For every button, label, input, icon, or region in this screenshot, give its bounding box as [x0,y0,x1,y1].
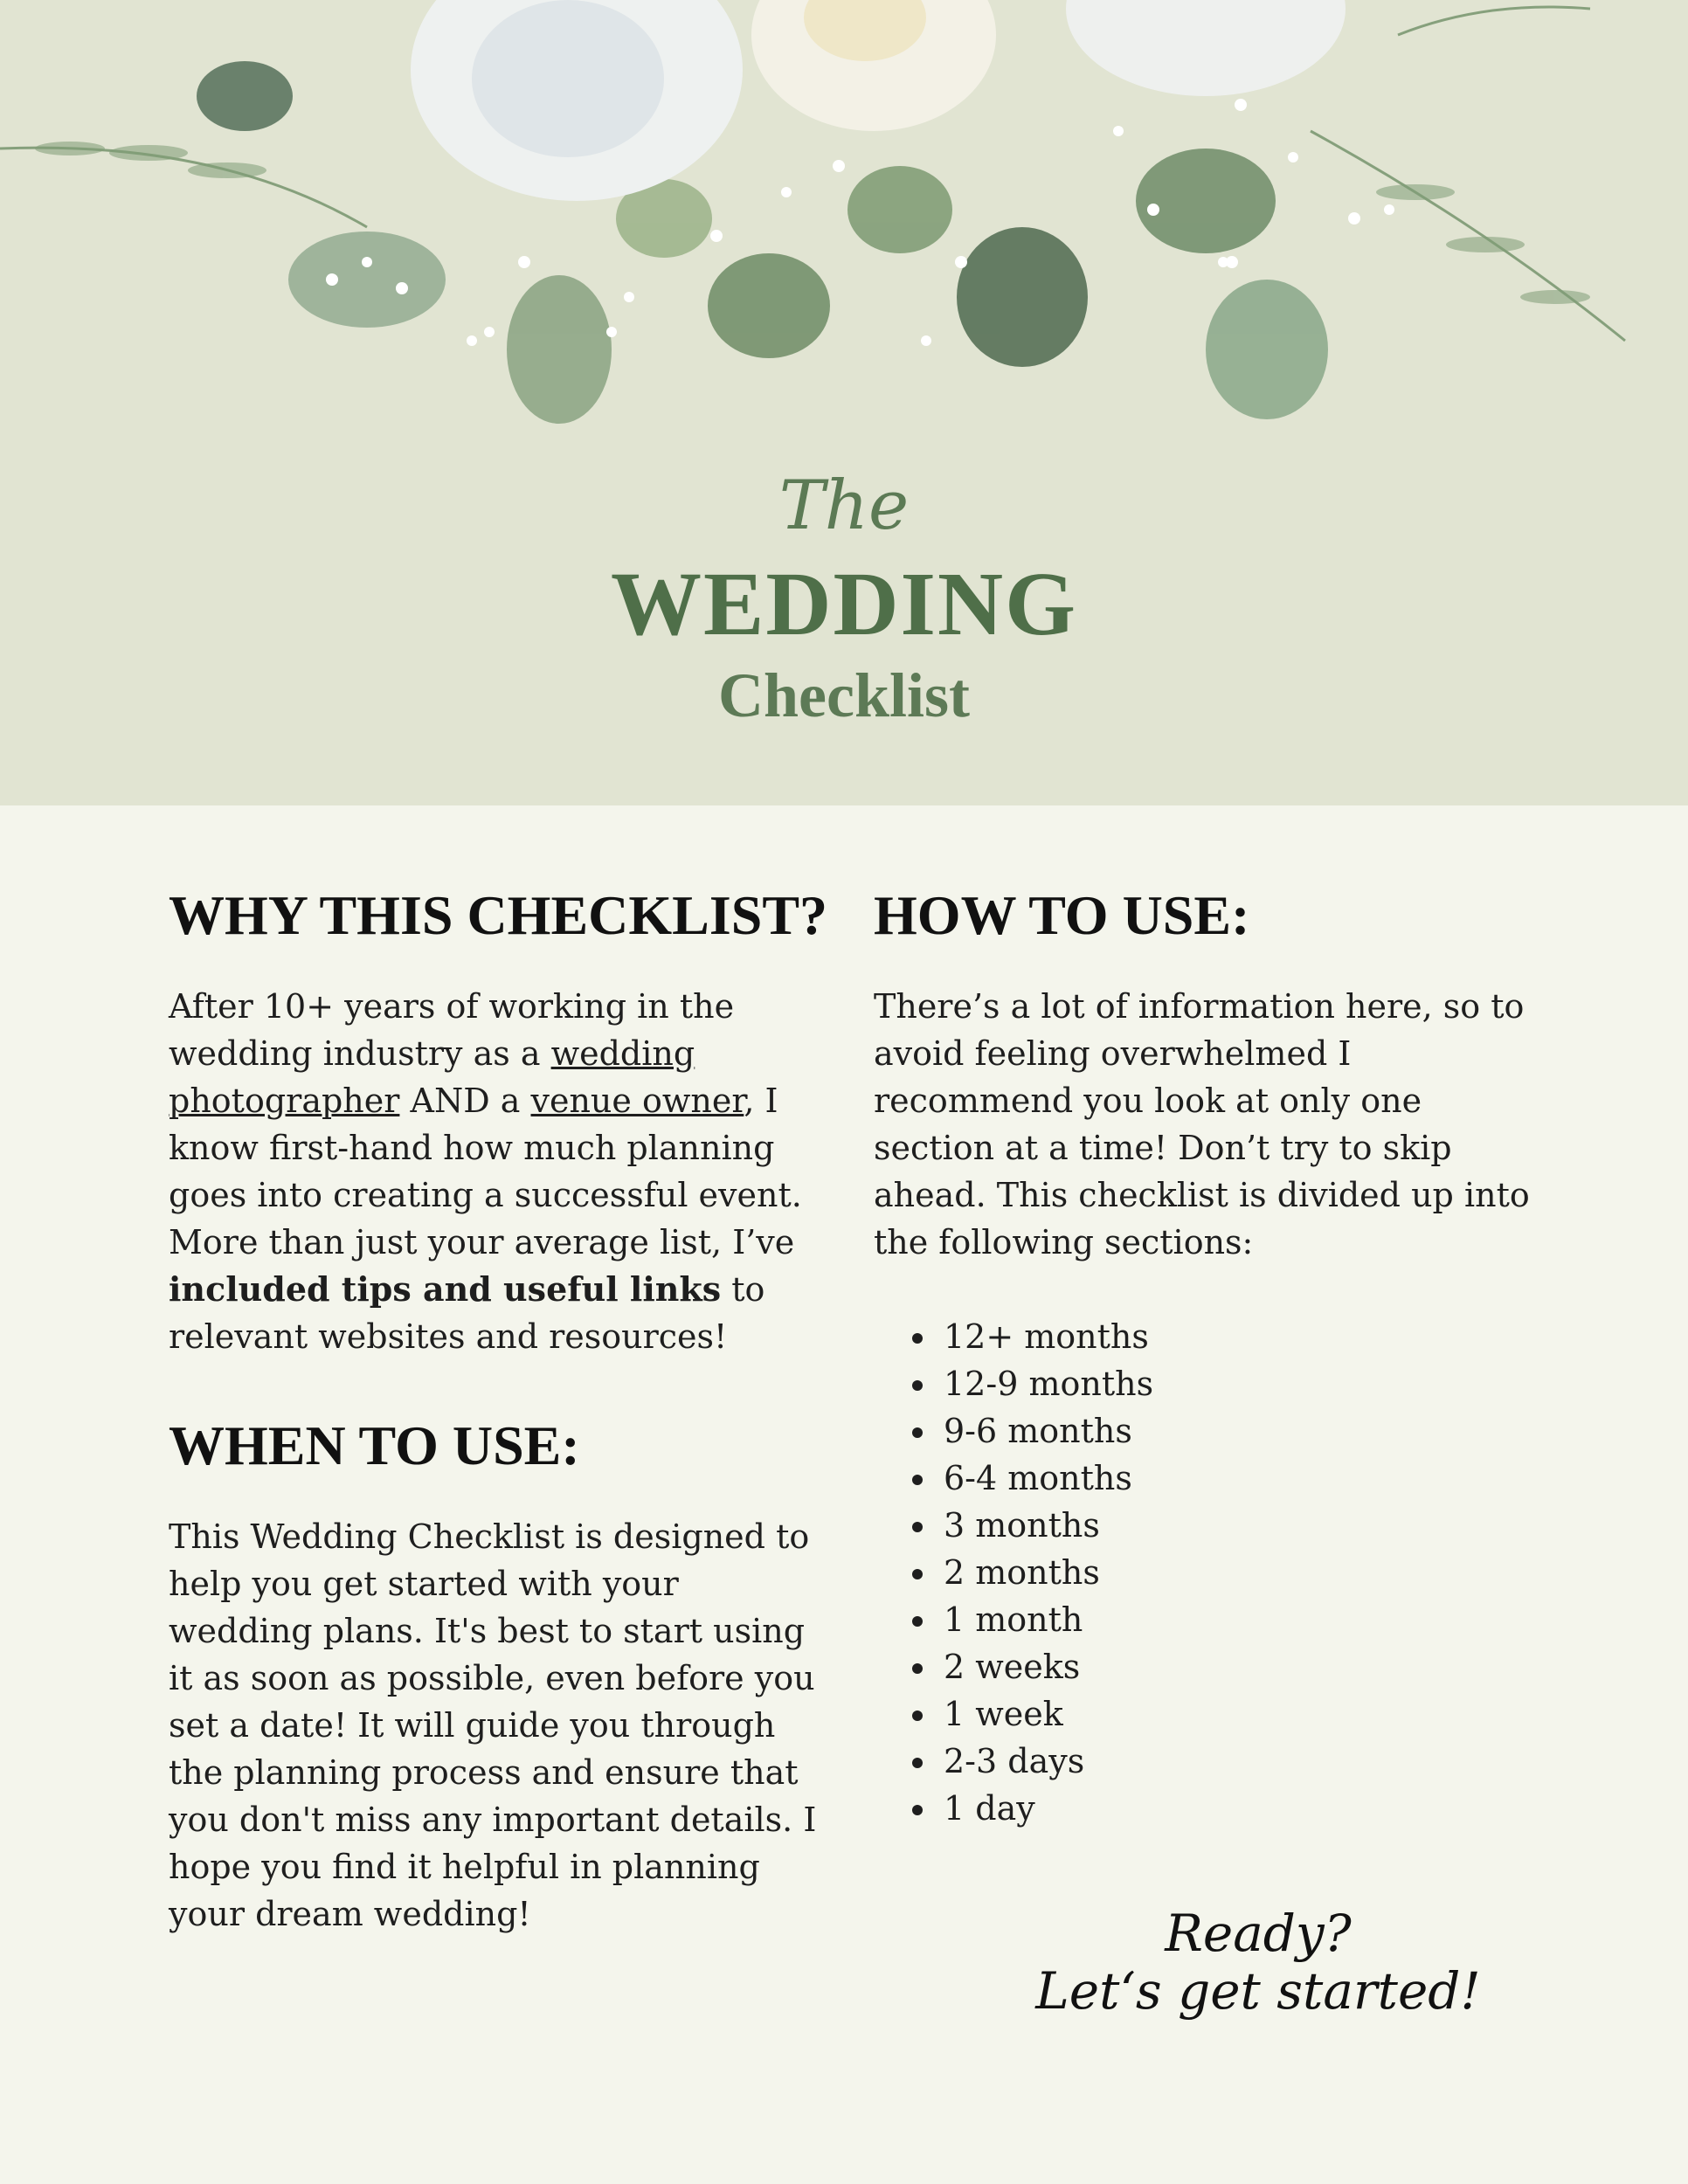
list-item: • 2 months [938,1549,1538,1596]
list-item: • 2 weeks [938,1643,1538,1690]
list-item: • 1 month [938,1596,1538,1643]
left-column [169,882,833,1938]
venue-owner-link[interactable]: venue owner [530,1081,744,1120]
when-paragraph: This Wedding Checklist is designed to help you get started with your wedding plans. It's best to start using it as soon as possible, even before you set a date! It will guide you through the planning process and ensure that you don't miss any important details. I hope you find it helpful in planning your dream wedding! [169,1517,817,1933]
list-item: • 12-9 months [938,1360,1538,1407]
closing-line-ready: Ready? [1165,1904,1352,1963]
why-paragraph [169,983,833,1360]
list-item: • 1 week [938,1690,1538,1738]
why-text-3: , I know first-hand how much planning goes into creating a successful event. More than just your average list, I’ve [169,1081,802,1261]
sections-list [874,1313,1538,1832]
why-text-2: AND a [399,1081,531,1120]
list-item: • 2-3 days [938,1738,1538,1785]
list-item: • 6-4 months [938,1455,1538,1502]
list-item: • 3 months [938,1502,1538,1549]
why-text-4: to relevant websites and resources! [169,1269,765,1356]
list-item: • 9-6 months [938,1407,1538,1455]
how-heading: HOW TO USE: [874,884,1250,946]
how-paragraph: There’s a lot of information here, so to avoid feeling overwhelmed I recommend you look at only one section at a time! Don’t try to skip ahead. This checklist is divided up into the following sections: [874,986,1530,1261]
list-item: • 12+ months [938,1313,1538,1360]
why-heading: WHY THIS CHECKLIST? [169,884,827,946]
closing-line-started: Let‘s get started! [1035,1961,1481,2021]
when-heading: WHEN TO USE: [169,1413,580,1476]
floral-bouquet-illustration [0,0,1688,437]
title-the: The [778,467,910,545]
title-checklist: Checklist [718,660,970,730]
why-text-1: After 10+ years of working in the wedding industry as a [169,986,735,1073]
why-bold-text: included tips and useful links [169,1268,722,1309]
title-wedding: WEDDING [610,554,1078,654]
closing-message [1031,1904,1485,2020]
list-item: • 1 day [938,1785,1538,1832]
wedding-photographer-link[interactable]: wedding photographer [169,1033,695,1120]
right-column [874,882,1538,1832]
header-banner [0,0,1688,805]
